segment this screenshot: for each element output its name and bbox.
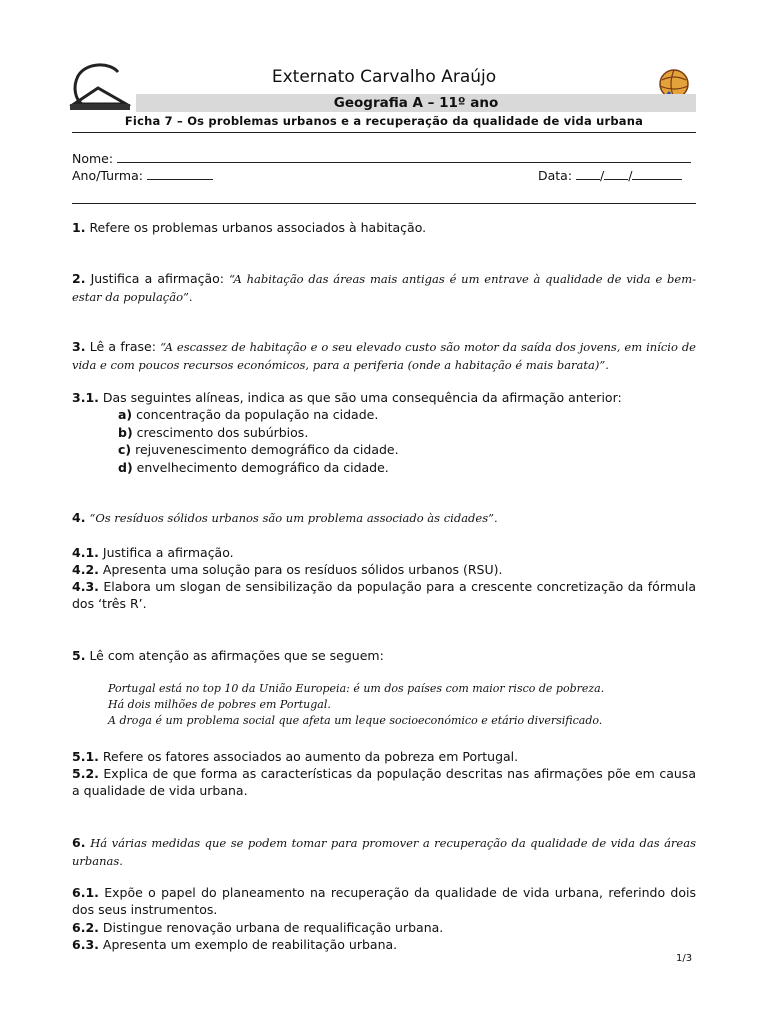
school-name: Externato Carvalho Araújo (271, 67, 497, 87)
question-5 (72, 647, 696, 664)
question-number: 3. (72, 339, 86, 354)
question-4 (72, 509, 696, 527)
date-year-line[interactable] (632, 168, 682, 180)
question-text: Justifica a afirmação: (90, 271, 225, 286)
question-number: 5. (72, 648, 86, 663)
question-4-2 (72, 561, 696, 578)
question-6 (72, 834, 696, 870)
question-text: Das seguintes alíneas, indica as que são uma consequência da afirmação anterior: (102, 390, 622, 405)
option-d: d) envelhecimento demográfico da cidade. (118, 459, 389, 475)
page-number: 1/3 (676, 953, 693, 964)
question-text: Distingue renovação urbana de requalificação urbana. (102, 920, 444, 935)
question-3-1 (72, 389, 696, 406)
question-text: Expõe o papel do planeamento na recuperação da qualidade de vida urbana, referindo dois dos seus instrumentos. (72, 885, 696, 917)
name-field (72, 151, 691, 166)
question-text: Refere os fatores associados ao aumento da pobreza em Portugal. (102, 749, 519, 764)
date-field: Data: / / (538, 168, 682, 183)
question-6-1 (72, 884, 696, 918)
question-quote: Há várias medidas que se podem tomar para promover a recuperação da qualidade de vida das áreas urbanas. (72, 836, 696, 868)
header-divider (72, 132, 696, 133)
question-text: Apresenta um exemplo de reabilitação urbana. (102, 937, 398, 952)
question-quote: “A escassez de habitação e o seu elevado custo são motor da saída dos jovens, em início de vida e com poucos recursos económicos, para a periferia (onde a habitação é mais barata)”. (72, 340, 696, 372)
school-logo-icon (68, 60, 132, 114)
question-1 (72, 219, 696, 236)
question-number: 6.2. (72, 920, 99, 935)
question-text: Explica de que forma as características da população descritas nas afirmações põe em causa a qualidade de vida urbana. (72, 766, 696, 798)
question-text: Refere os problemas urbanos associados à habitação. (89, 220, 427, 235)
question-number: 5.2. (72, 766, 99, 781)
question-number: 6.1. (72, 885, 99, 900)
statement: A droga é um problema social que afeta um leque socioeconómico e etário diversificado. (108, 714, 603, 727)
option-a: a) concentração da população na cidade. (118, 407, 379, 422)
fields-divider (72, 203, 696, 204)
question-quote: “A habitação das áreas mais antigas é um entrave à qualidade de vida e bem-estar da população”. (72, 272, 696, 304)
question-2 (72, 270, 696, 306)
question-text: Apresenta uma solução para os resíduos sólidos urbanos (RSU). (102, 562, 503, 577)
statement: Portugal está no top 10 da União Europeia: é um dos países com maior risco de pobreza. (108, 682, 605, 695)
options-list (118, 406, 399, 476)
question-text: Elabora um slogan de sensibilização da população para a crescente concretização da fórmula dos ‘três R’. (72, 579, 696, 611)
question-5-1 (72, 748, 696, 765)
question-text: Lê a frase: (89, 339, 156, 354)
statement: Há dois milhões de pobres em Portugal. (108, 698, 331, 711)
subject-title: Geografia A – 11º ano (136, 94, 696, 112)
question-number: 6.3. (72, 937, 99, 952)
date-day-line[interactable] (576, 168, 600, 180)
question-text: Lê com atenção as afirmações que se seguem: (89, 648, 384, 663)
option-c: c) rejuvenescimento demográfico da cidade. (118, 442, 399, 457)
class-field (72, 168, 213, 183)
question-number: 4.1. (72, 545, 99, 560)
worksheet-title: Ficha 7 – Os problemas urbanos e a recuperação da qualidade de vida urbana (124, 114, 644, 128)
question-quote: “Os resíduos sólidos urbanos são um problema associado às cidades”. (89, 511, 498, 525)
class-input-line[interactable] (147, 168, 213, 180)
question-number: 4.2. (72, 562, 99, 577)
question-5-2 (72, 765, 696, 799)
question-number: 2. (72, 271, 86, 286)
question-6-3 (72, 936, 696, 953)
question-4-3 (72, 578, 696, 612)
question-4-1 (72, 544, 696, 561)
date-label: Data: (538, 168, 573, 183)
option-b: b) crescimento dos subúrbios. (118, 424, 309, 440)
question-6-2 (72, 919, 696, 936)
question-number: 4. (72, 510, 86, 525)
name-input-line[interactable] (117, 151, 691, 163)
class-label: Ano/Turma: (72, 168, 143, 183)
question-number: 4.3. (72, 579, 99, 594)
date-month-line[interactable] (604, 168, 628, 180)
question-number: 6. (72, 835, 86, 850)
question-number: 1. (72, 220, 86, 235)
name-label: Nome: (72, 151, 114, 166)
statements-block (108, 681, 604, 729)
question-number: 3.1. (72, 390, 99, 405)
question-text: Justifica a afirmação. (102, 545, 234, 560)
question-3 (72, 338, 696, 374)
question-number: 5.1. (72, 749, 99, 764)
